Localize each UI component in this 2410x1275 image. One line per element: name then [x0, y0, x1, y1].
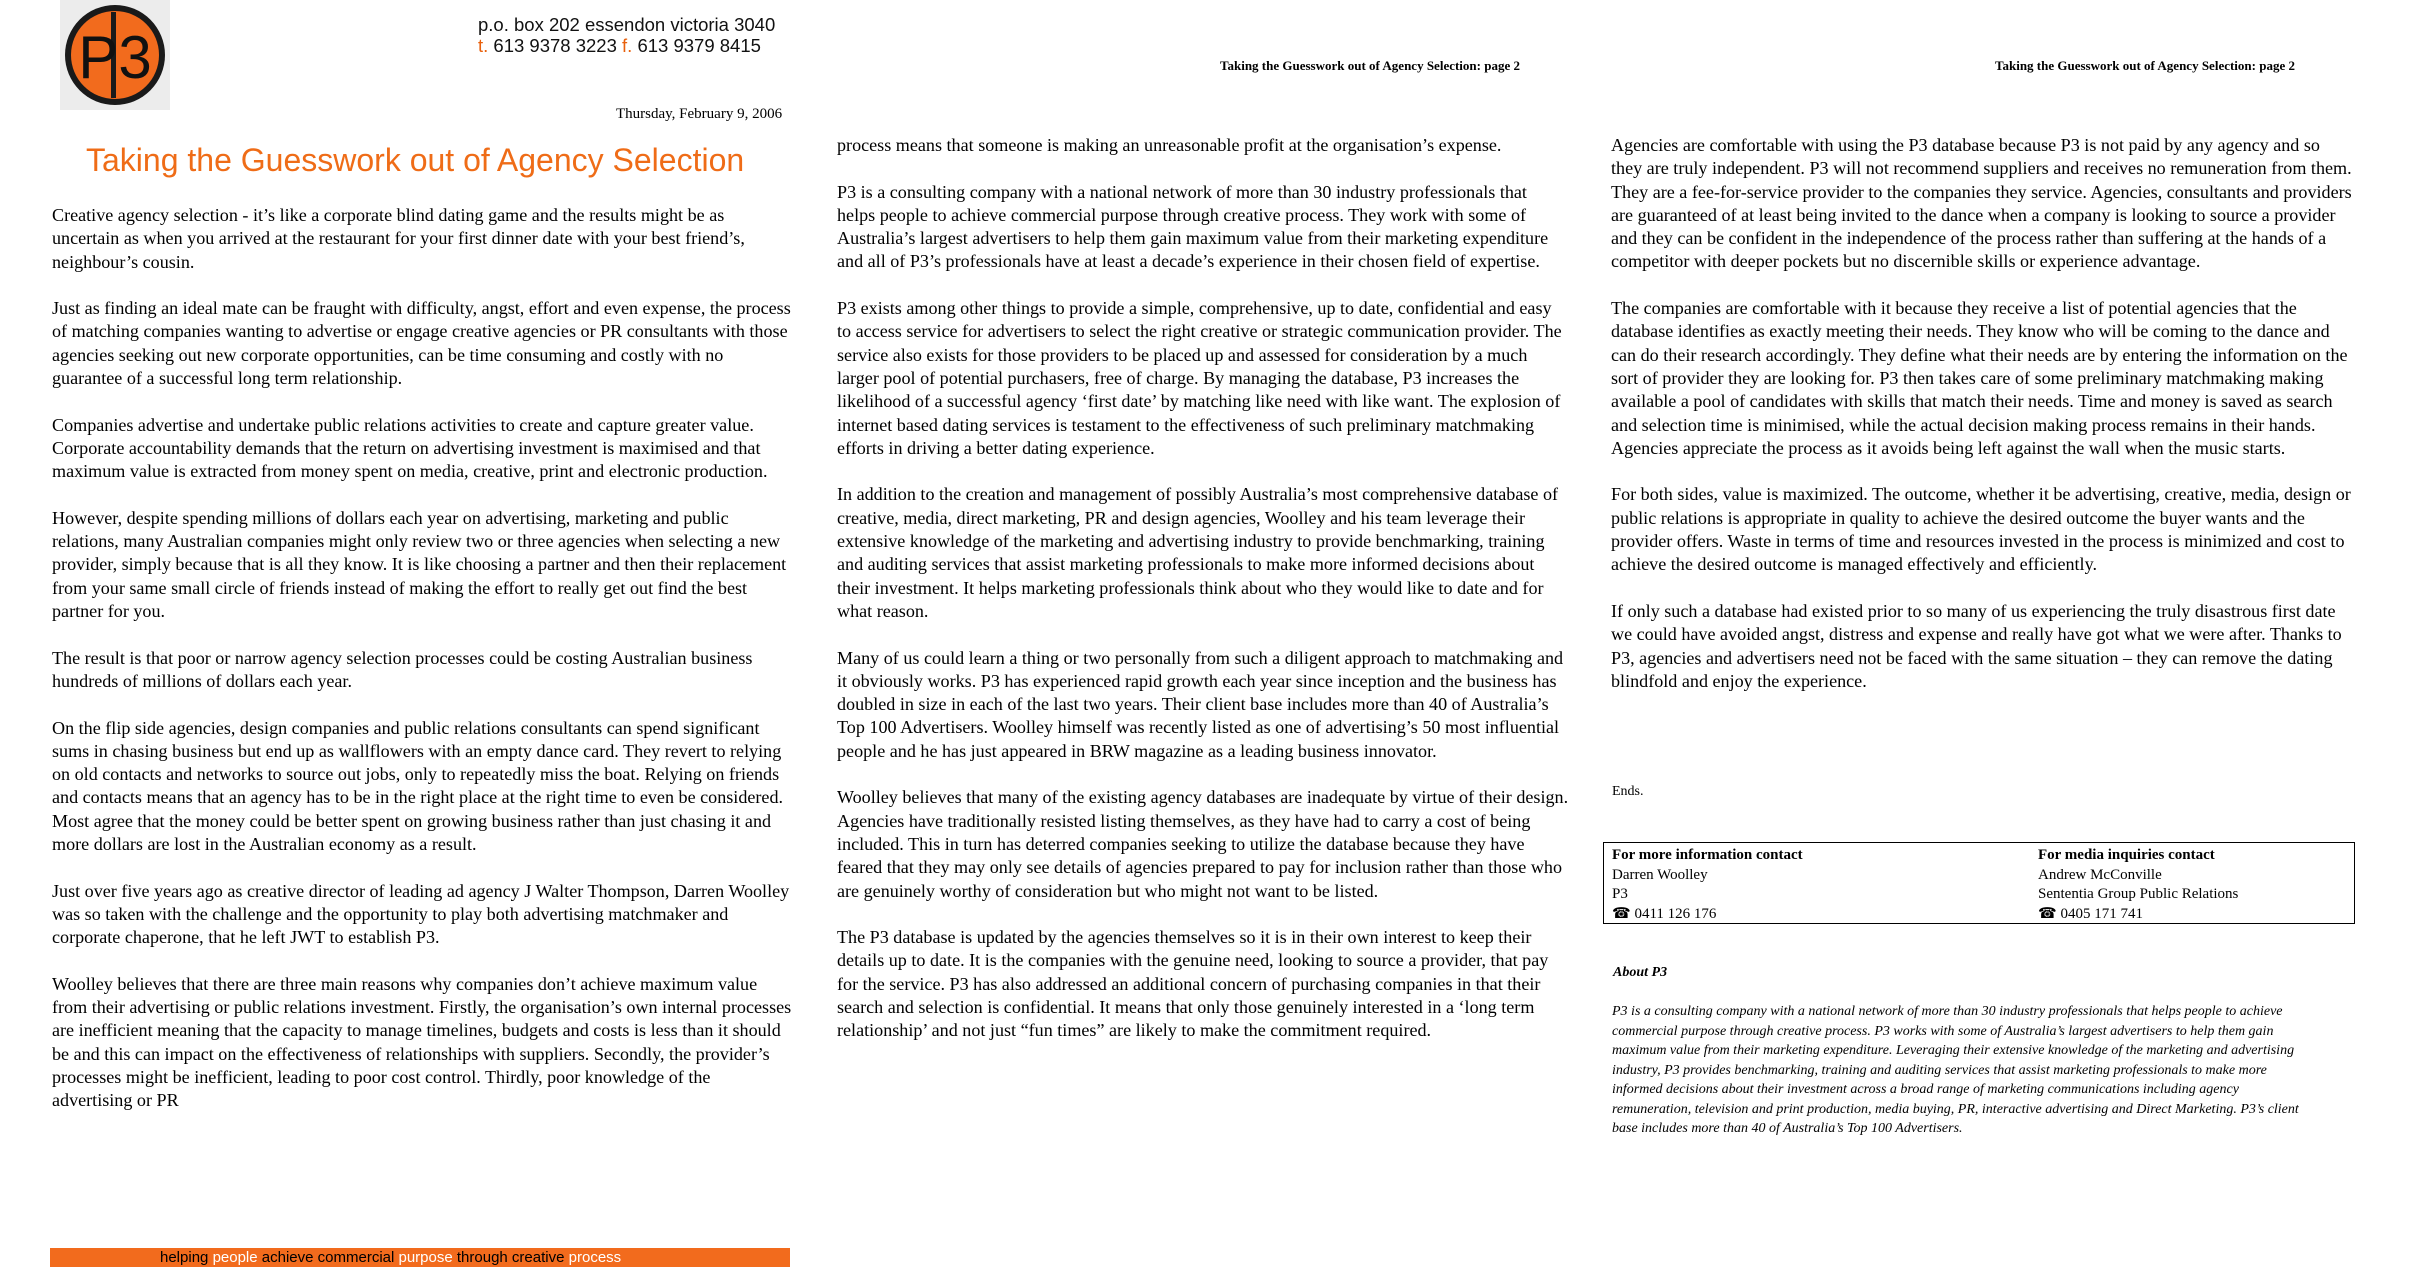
contact-phone	[2038, 905, 2238, 925]
paragraph: Just as finding an ideal mate can be fraught with difficulty, angst, effort and even expense, the process of matching companies wanting to advertise or engage creative agencies or PR consultants with those agencies seeking out new corporate opportunities, can be time consuming and costly with no guarantee of a successful long term relationship.	[52, 298, 791, 389]
paragraph: However, despite spending millions of dollars each year on advertising, marketing and public relations, many Australian companies might only review two or three agencies when selecting a new provider, simply because that is all they know. It is like choosing a partner and then their replacement from your same small circle of friends instead of making the effort to really get out find the best partner for you.	[52, 507, 787, 622]
paragraph: The result is that poor or narrow agency selection processes could be costing Australian business hundreds of millions of dollars each year.	[52, 647, 753, 691]
tagline-highlight: process	[568, 1249, 622, 1266]
svg-text:P3: P3	[78, 24, 152, 91]
page-header-2: Taking the Guesswork out of Agency Selection: page 2	[1995, 58, 2295, 73]
paragraph: The companies are comfortable with it because they receive a list of potential agencies that the database identifies as exactly meeting their needs. They know who will be coming to the dance and can do their research accordingly. They define what their needs are by entering the information on the sort of provider they are looking for. P3 then takes care of some preliminary matchmaking making available a pool of candidates with skills that match their needs. Time and money is saved as search and selection time is minimised, while the actual decision making process remains in their hands. Agencies appreciate the process as it avoids being left against the wall when the music starts.	[1611, 298, 2348, 458]
tagline-word: achieve commercial	[261, 1249, 395, 1266]
contact-org: P3	[1612, 886, 1628, 902]
phone-number: 0405 171 741	[2060, 905, 2143, 922]
tagline-word: helping	[160, 1249, 209, 1266]
fax-label: f.	[622, 35, 633, 56]
tagline-highlight: people	[212, 1249, 258, 1266]
phone-icon: ☎	[2038, 905, 2057, 922]
contact-phone	[1612, 905, 1803, 925]
contact-heading: For more information contact	[1612, 847, 1803, 863]
phone-number: 613 9378 3223	[493, 35, 617, 56]
contact-info-right	[2038, 846, 2238, 924]
company-address	[478, 14, 775, 56]
paragraph: P3 exists among other things to provide a simple, comprehensive, up to date, confidential and easy to access service for advertisers to select the right creative or strategic communication provider. The service also exists for those providers to be placed up and assessed for consideration by a much larger pool of potential purchasers, free of charge. By managing the database, P3 increases the likelihood of a successful agency ‘first date’ by matching like need with like want. The explosion of internet based dating services is testament to the effectiveness of such preliminary matchmaking efforts in driving a better dating experience.	[837, 298, 1562, 458]
p3-logo-mark	[60, 0, 170, 110]
text-column-3	[1611, 134, 2352, 716]
ends-marker: Ends.	[1612, 784, 1644, 799]
paragraph: The P3 database is updated by the agencies themselves so it is in their own interest to keep their details up to date. It is the companies with the genuine need, looking to source a provider, that pay for the service. P3 has also addressed an additional concern of purchasing companies in that their search and selection is confidential. It means that only those genuinely interested in a ‘long term relationship’ and not just “fun times” are likely to make the commitment required.	[837, 927, 1549, 1041]
paragraph: process means that someone is making an unreasonable profit at the organisation’s expense.	[837, 135, 1502, 155]
paragraph: Woolley believes that there are three main reasons why companies don’t achieve maximum value from their advertising or public relations investment. Firstly, the organisation’s own internal processes are inefficient meaning that the capacity to manage timelines, budgets and costs is less than it should be and this can impact on the effectiveness of relationships with suppliers. Secondly, the provider’s processes might be inefficient, leading to poor cost control. Thirdly, poor knowledge of the advertising or PR	[52, 973, 792, 1111]
tagline-word: through creative	[456, 1249, 565, 1266]
phone-number: 0411 126 176	[1634, 905, 1717, 922]
paragraph: If only such a database had existed prior to so many of us experiencing the truly disastrous first date we could have avoided angst, distress and expense and really have got what we were after. Thanks to P3, agencies and advertisers need not be faced with the same situation – they can remove the dating blindfold and enjoy the experience.	[1611, 600, 2342, 691]
fax-number: 613 9379 8415	[637, 35, 761, 56]
document-date: Thursday, February 9, 2006	[616, 106, 783, 122]
phone-label: t.	[478, 35, 489, 56]
about-heading: About P3	[1613, 965, 1668, 980]
paragraph: P3 is a consulting company with a national network of more than 30 industry professionals that helps people to achieve commercial purpose through creative process. They work with some of Australia’s largest advertisers to help them gain maximum value from their marketing expenditure and all of P3’s professionals have at least a decade’s experience in their chosen field of expertise.	[837, 181, 1549, 272]
paragraph: Creative agency selection - it’s like a corporate blind dating game and the results might be as uncertain as when you arrived at the restaurant for your first dinner date with your best friend’s, neighbour’s cousin.	[52, 205, 745, 272]
p3-logo	[60, 0, 170, 110]
paragraph: Companies advertise and undertake public relations activities to create and capture greater value. Corporate accountability demands that the return on advertising investment is maximised and that maximum value is extracted from money spent on media, creative, print and electronic production.	[52, 414, 768, 482]
address-line: p.o. box 202 essendon victoria 3040	[478, 14, 776, 35]
paragraph: Agencies are comfortable with using the P3 database because P3 is not paid by any agency and so they are truly independent. P3 will not recommend suppliers and receives no remuneration from them. They are a fee-for-service provider to the companies they service. Agencies, consultants and providers are guaranteed of at least being invited to the dance when a company is looking to source a provider and they can be confident in the independence of the process rather than suffering at the hands of a competitor with deeper pockets but no discernible skills or experience advantage.	[1611, 135, 2352, 272]
contact-name: Andrew McConville	[2038, 866, 2162, 883]
contact-org: Sententia Group Public Relations	[2038, 886, 2239, 902]
tagline-bar	[50, 1248, 790, 1267]
tagline	[160, 1248, 621, 1267]
contact-box	[1603, 842, 2355, 924]
paragraph: On the flip side agencies, design companies and public relations consultants can spend significant sums in chasing business but end up as wallflowers with an empty dance card. They revert to relying on old contacts and networks to source out jobs, only to repeatedly miss the boat. Relying on friends and contacts means that an agency has to be in the right place at the right time to even be considered. Most agree that the money could be better spent on growing business rather than just chasing it and more dollars are lost in the Australian economy as a result.	[52, 717, 784, 855]
text-column-1	[52, 204, 794, 1136]
document-title: Taking the Guesswork out of Agency Selection	[86, 142, 745, 178]
tagline-highlight: purpose	[398, 1249, 453, 1266]
contact-info-left	[1612, 846, 1803, 924]
contact-name: Darren Woolley	[1612, 866, 1708, 883]
phone-fax-line	[478, 35, 775, 56]
page-header-1: Taking the Guesswork out of Agency Selection: page 2	[1220, 58, 1520, 73]
text-column-2	[837, 134, 1569, 1066]
paragraph: Many of us could learn a thing or two personally from such a diligent approach to matchmaking and it obviously works. P3 has experienced rapid growth each year since inception and the business has doubled in size in each of the last two years. Their client base includes more than 40 of Australia’s Top 100 Advertisers. Woolley himself was recently listed as one of advertising’s 50 most influential people and he has just appeared in BRW magazine as a leading business innovator.	[837, 647, 1564, 761]
paragraph: Just over five years ago as creative director of leading ad agency J Walter Thompson, Darren Woolley was so taken with the challenge and the opportunity to play both advertising matchmaker and corporate chaperone, that he left JWT to establish P3.	[52, 880, 790, 948]
phone-icon: ☎	[1612, 905, 1631, 922]
about-body: P3 is a consulting company with a national network of more than 30 industry professionals that helps people to achieve commercial purpose through creative process. P3 works with some of Australia’s largest advertisers to help them gain maximum value from their marketing expenditure. Leveraging their extensive knowledge of the marketing and advertising industry, P3 provides benchmarking, training and auditing services that assist marketing professionals to make more informed decisions about their investment across a broad range of marketing communications including agency remuneration, television and print production, media buying, PR, interactive advertising and Direct Marketing. P3’s client base includes more than 40 of Australia’s Top 100 Advertisers.	[1612, 1004, 2299, 1136]
paragraph: Woolley believes that many of the existing agency databases are inadequate by virtue of their design. Agencies have traditionally resisted listing themselves, as they have had to carry a cost of being included. This in turn has deterred companies seeking to utilize the database because they have feared that they may only see details of agencies prepared to pay for inclusion rather than those who are genuinely worthy of consideration but who might not want to be listed.	[837, 787, 1569, 901]
contact-heading: For media inquiries contact	[2038, 847, 2215, 863]
paragraph: For both sides, value is maximized. The outcome, whether it be advertising, creative, media, design or public relations is appropriate in quality to achieve the desired outcome the buyer wants and the provider offers. Waste in terms of time and resources invested in the process is minimized and cost to achieve the desired outcome is managed effectively and efficiently.	[1611, 484, 2351, 575]
paragraph: In addition to the creation and management of possibly Australia’s most comprehensive database of creative, media, direct marketing, PR and design agencies, Woolley and his team leverage their extensive knowledge of the marketing and advertising industry to provide benchmarking, training and auditing services that assist marketing professionals to make more informed decisions about their investment. It helps marketing professionals think about who they would like to date and for what reason.	[837, 484, 1559, 621]
